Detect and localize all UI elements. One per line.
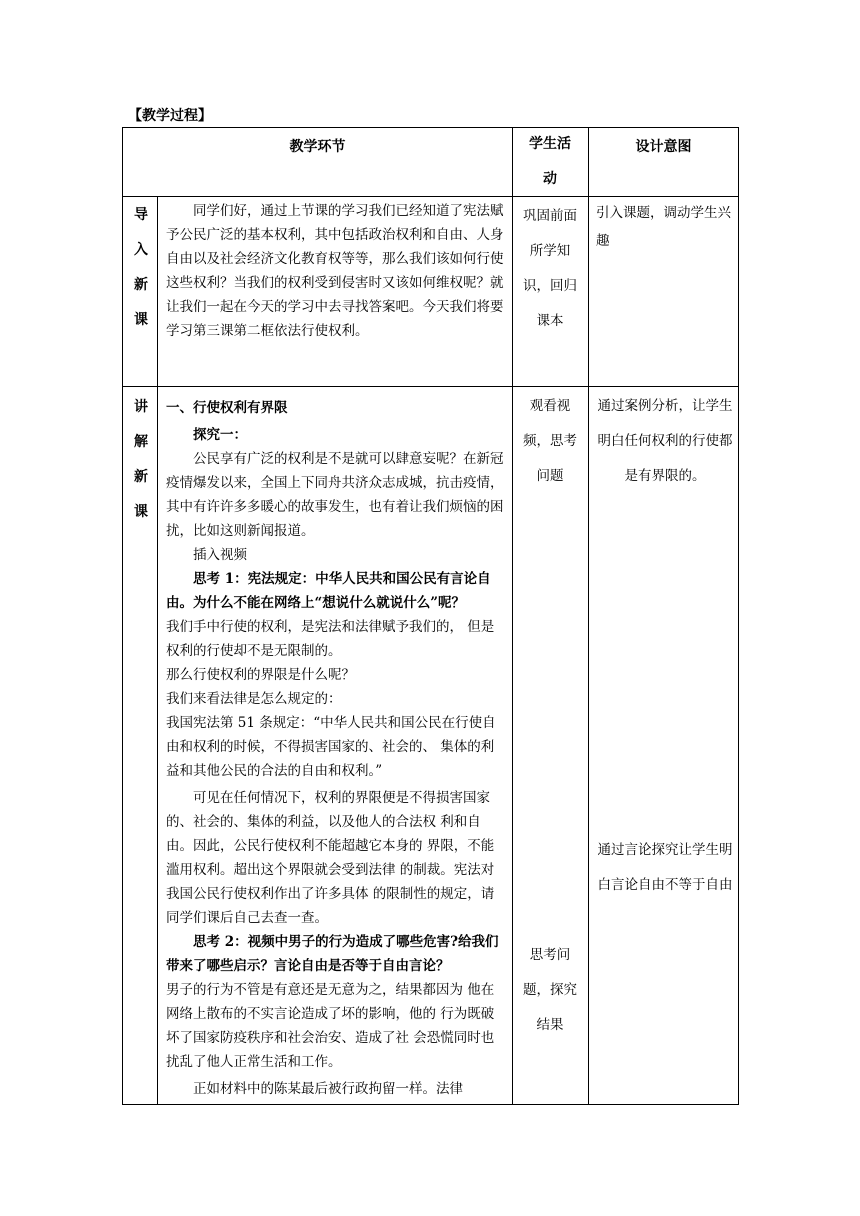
- intro-design-intent: 引入课题，调动学生兴趣: [596, 205, 731, 249]
- header-student-activity: 学生活动: [529, 136, 571, 187]
- lesson-student-activity-1: 观看视频，思考问题: [523, 398, 577, 484]
- question-2: 思考 2：视频中男子的行为造成了哪些危害?给我们带来了哪些启示？言论自由是否等于自由言论？: [166, 934, 499, 974]
- paragraph: 我们来看法律是怎么规定的：: [166, 691, 342, 707]
- lesson-student-activity-2: 思考问题，探究结果: [523, 947, 577, 1033]
- section-title: 一、行使权利有界限: [166, 400, 288, 416]
- lesson-design-intent-1: 通过案例分析，让学生明白任何权利的行使都是有界限的。: [597, 398, 733, 484]
- lesson-design-intent-2: 通过言论探究让学生明白言论自由不等于自由: [597, 842, 733, 893]
- stage-label-introduction: 导 入 新 课: [134, 207, 148, 328]
- paragraph: 插入视频: [193, 547, 247, 563]
- paragraph: 可见在任何情况下，权利的界限便是不得损害国家的、社会的、集体的利益，以及他人的合法权 利和自由。因此，公民行使权利不能超越它本身的 界限，不能滥用权利。超出这个界限就会受到法律 的制裁。宪法对我国公民行使权利作出了许多具体 的限制性的规定，请同学们课后自己去查一查。: [166, 790, 495, 926]
- header-design-intent: 设计意图: [635, 139, 692, 155]
- paragraph: 男子的行为不管是有意还是无意为之，结果都因为 他在网络上散布的不实言论造成了坏的影响，他的 行为既破坏了国家防疫秩序和社会治安、造成了社 会恐慌同时也扰乱了他人正常生活和工作。: [166, 982, 495, 1070]
- paragraph: 我们手中行使的权利，是宪法和法律赋予我们的， 但是权利的行使却不是无限制的。: [166, 619, 495, 659]
- intro-student-activity: 巩固前面所学知识，回归课本: [523, 208, 577, 329]
- paragraph: 公民享有广泛的权利是不是就可以肆意妄呢？在新冠疫情爆发以来，全国上下同舟共济众志成城，抗击疫情，其中有许许多多暖心的故事发生，也有着让我们烦恼的困扰，比如这则新闻报道。: [166, 451, 504, 539]
- section-heading: 【教学过程】: [128, 108, 212, 124]
- header-teaching-stage: 教学环节: [289, 139, 346, 155]
- intro-content: 同学们好，通过上节课的学习我们已经知道了宪法赋予公民广泛的基本权利，其中包括政治权利和自由、人身自由以及社会经济文化教育权等等，那么我们该如何行使这些权利？当我们的权利受到侵害时又该如何维权呢？就让我们一起在今天的学习中去寻找答案吧。今天我们将要学习第三课第二框依法行使权利。: [166, 203, 504, 339]
- paragraph: 正如材料中的陈某最后被行政拘留一样。法律: [193, 1081, 463, 1097]
- lesson-content: [166, 396, 506, 1101]
- question-1: 思考 1：宪法规定：中华人民共和国公民有言论自由。为什么不能在网络上“想说什么就说什么”呢？: [166, 571, 491, 611]
- paragraph: 那么行使权利的界限是什么呢？: [166, 667, 355, 683]
- inquiry-title: 探究一：: [193, 427, 247, 443]
- stage-label-new-lesson: 讲 解 新 课: [134, 399, 148, 520]
- paragraph: 我国宪法第 51 条规定：“中华人民共和国公民在行使自由和权利的时候，不得损害国家的、社会的、 集体的利益和其他公民的合法的自由和权利。”: [166, 715, 496, 779]
